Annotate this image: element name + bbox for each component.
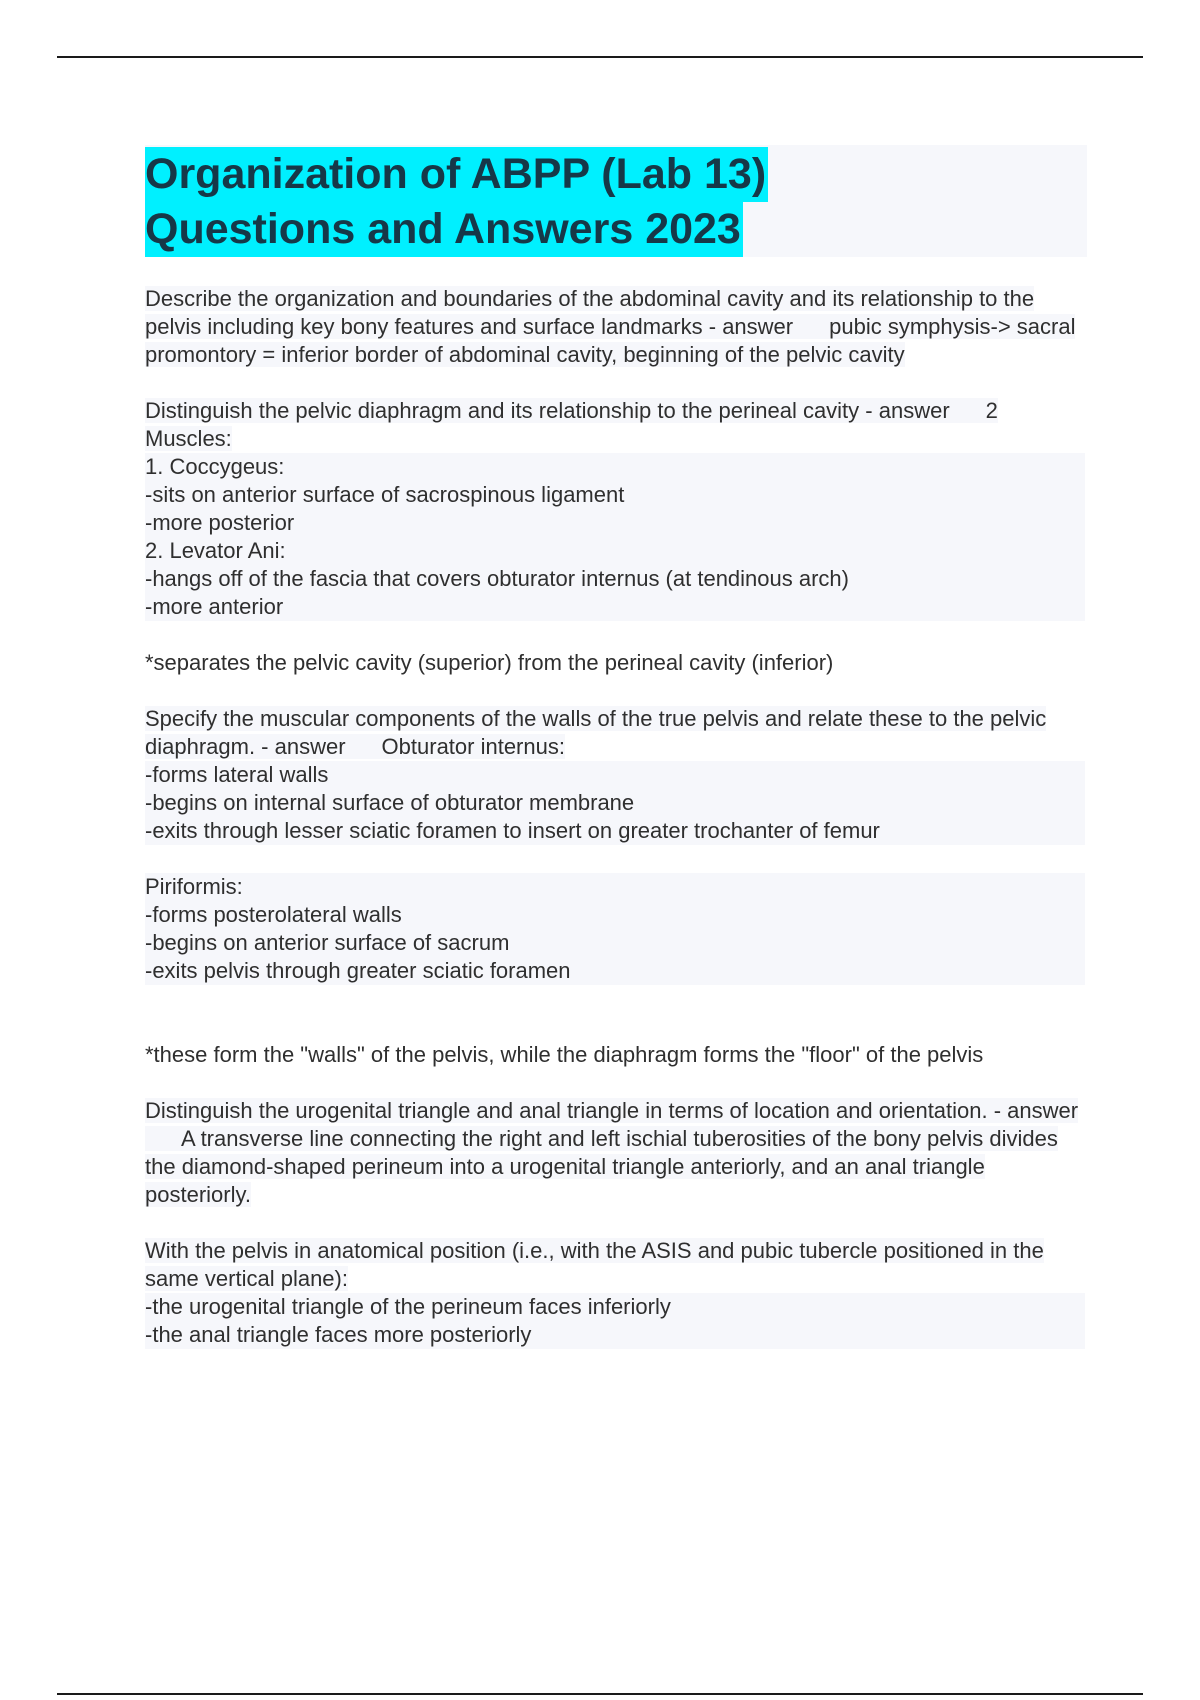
answer-text: A transverse line connecting the right and left ischial tuberosities of the bony pelvis divides the diamond-shaped perineum into a urogenital triangle anteriorly, and an anal triangle posteriorly. bbox=[145, 1126, 1058, 1207]
page-title bbox=[145, 147, 768, 257]
answer-line: -the anal triangle faces more posteriorly bbox=[145, 1321, 1085, 1349]
qa-extra-block bbox=[145, 1237, 1085, 1349]
answer-text: Obturator internus: bbox=[381, 734, 565, 759]
qa-item-4 bbox=[145, 1097, 1085, 1209]
question-text: Distinguish the urogenital triangle and anal triangle in terms of location and orientation. - answer bbox=[145, 1098, 1079, 1123]
answer-text: 2 Muscles: bbox=[145, 398, 998, 451]
answer-line: -forms lateral walls bbox=[145, 761, 1085, 789]
answer-line: Piriformis: bbox=[145, 873, 1085, 901]
title-line-2: Questions and Answers 2023 bbox=[145, 202, 743, 257]
qa-extra-block bbox=[145, 873, 1085, 985]
question-text: Distinguish the pelvic diaphragm and its relationship to the perineal cavity - answer bbox=[145, 398, 950, 423]
title-line-1: Organization of ABPP (Lab 13) bbox=[145, 147, 768, 202]
answer-line: -forms posterolateral walls bbox=[145, 901, 1085, 929]
note-text: *these form the "walls" of the pelvis, while the diaphragm forms the "floor" of the pelvis bbox=[145, 1042, 984, 1067]
answer-line: -exits pelvis through greater sciatic foramen bbox=[145, 957, 1085, 985]
qa-item-3 bbox=[145, 705, 1085, 845]
answer-line: -the urogenital triangle of the perineum faces inferiorly bbox=[145, 1293, 1085, 1321]
answer-line: -more posterior bbox=[145, 509, 1085, 537]
document-content bbox=[145, 285, 1085, 1377]
answer-line: -begins on anterior surface of sacrum bbox=[145, 929, 1085, 957]
qa-item-1 bbox=[145, 285, 1085, 369]
question-text: Specify the muscular components of the walls of the true pelvis and relate these to the pelvic diaphragm. - answer bbox=[145, 706, 1047, 759]
answer-line: 1. Coccygeus: bbox=[145, 453, 1085, 481]
bottom-rule bbox=[57, 1693, 1143, 1695]
answer-line: 2. Levator Ani: bbox=[145, 537, 1085, 565]
note-text: *separates the pelvic cavity (superior) from the perineal cavity (inferior) bbox=[145, 650, 834, 675]
question-text: Describe the organization and boundaries of the abdominal cavity and its relationship to the pelvis including key bony features and surface landmarks - answer bbox=[145, 286, 1035, 339]
answer-line: -begins on internal surface of obturator membrane bbox=[145, 789, 1085, 817]
answer-line: -more anterior bbox=[145, 593, 1085, 621]
answer-line: With the pelvis in anatomical position (i.e., with the ASIS and pubic tubercle positioned in the same vertical plane): bbox=[145, 1238, 1044, 1291]
answer-line: -sits on anterior surface of sacrospinous ligament bbox=[145, 481, 1085, 509]
answer-text: pubic symphysis-> sacral promontory = inferior border of abdominal cavity, beginning of the pelvic cavity bbox=[145, 314, 1076, 367]
qa-item-2 bbox=[145, 397, 1085, 621]
answer-line: -exits through lesser sciatic foramen to insert on greater trochanter of femur bbox=[145, 817, 1085, 845]
answer-line: -hangs off of the fascia that covers obturator internus (at tendinous arch) bbox=[145, 565, 1085, 593]
top-rule bbox=[57, 56, 1143, 58]
